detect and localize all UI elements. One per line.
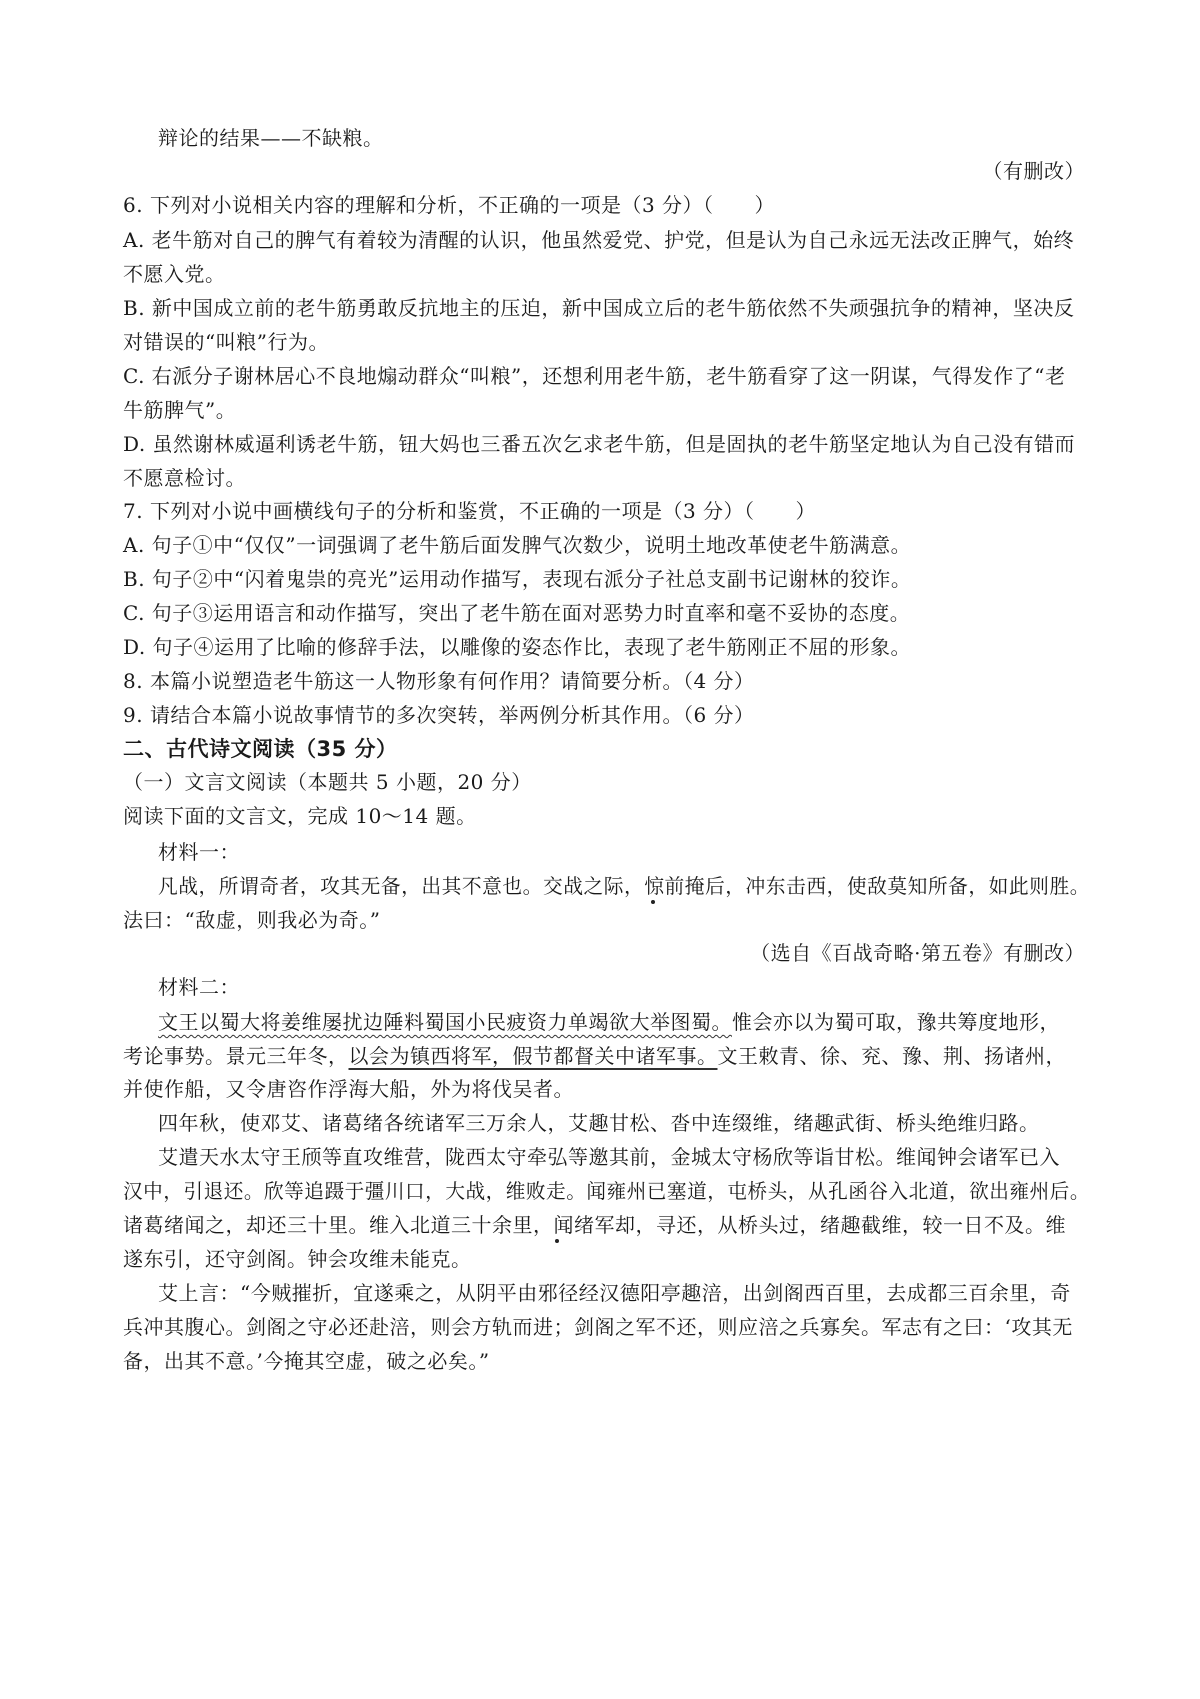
question-6-option-b-cont: 对错误的“叫粮”行为。 <box>123 330 329 354</box>
question-6-option-c-cont: 牛筋脾气”。 <box>123 398 237 422</box>
material-2-line-7: 诸葛绪闻之，却还三十里。维入北道三十余里，闻绪军却，寻还，从桥头过，绪趣截维，较一日不及。维 <box>123 1213 1066 1237</box>
material-2-paragraph-1 <box>158 1008 1060 1036</box>
material-1-line-2: 法曰：“敌虚，则我必为奇。” <box>123 908 381 932</box>
section-2-instruction: 阅读下面的文言文，完成 10～14 题。 <box>123 804 477 828</box>
question-7-option-a: A. 句子①中“仅仅”一词强调了老牛筋后面发脾气次数少，说明土地改革使老牛筋满意。 <box>123 533 912 557</box>
material-2-text: 考论事势。景元三年冬， <box>123 1044 349 1068</box>
question-6-option-a-cont: 不愿入党。 <box>123 262 226 286</box>
question-6-option-d: D. 虽然谢林威逼利诱老牛筋，钮大妈也三番五次乞求老牛筋，但是固执的老牛筋坚定地认为自己没有错而 <box>123 432 1076 456</box>
question-7-stem: 7. 下列对小说中画横线句子的分析和鉴赏，不正确的一项是（3 分）（ ） <box>123 499 817 523</box>
material-1-line-1: 凡战，所谓奇者，攻其无备，出其不意也。交战之际，惊前掩后，冲东击西，使敌莫知所备，如此则胜。 <box>158 874 1090 898</box>
material-2-paragraph-3: 艾遣天水太守王颀等直攻维营，陇西太守牵弘等邀其前，金城太守杨欣等诣甘松。维闻钟会诸军已入 <box>158 1145 1060 1169</box>
question-6-option-c: C. 右派分子谢林居心不良地煽动群众“叫粮”，还想利用老牛筋，老牛筋看穿了这一阴谋，气得发作了“老 <box>123 364 1066 388</box>
section-2-heading: 二、古代诗文阅读（35 分） <box>123 737 398 761</box>
emphasis-dot <box>651 900 655 904</box>
question-7-option-c: C. 句子③运用语言和动作描写，突出了老牛筋在面对恶势力时直率和毫不妥协的态度。 <box>123 601 911 625</box>
material-2-line-11: 备，出其不意。’今掩其空虚，破之必矣。” <box>123 1349 490 1373</box>
material-1-label: 材料一： <box>158 840 240 864</box>
material-2-text: 惟会亦以为蜀可取，豫共筹度地形， <box>732 1010 1060 1034</box>
material-2-label: 材料二： <box>158 975 240 999</box>
question-8: 8. 本篇小说塑造老牛筋这一人物形象有何作用？请简要分析。（4 分） <box>123 669 755 693</box>
material-2-line-10: 兵冲其腹心。剑阁之守必还赴涪，则会方轨而进；剑阁之军不还，则应涪之兵寡矣。军志有之曰：‘攻其无 <box>123 1315 1073 1339</box>
material-2-line-8: 遂东引，还守剑阁。钟会攻维未能克。 <box>123 1247 472 1271</box>
underlined-sentence: 以会为镇西将军，假节都督关中诸军事。 <box>348 1044 718 1068</box>
material-1-source: （选自《百战奇略·第五卷》有删改） <box>750 941 1085 965</box>
material-2-line-2 <box>123 1042 1066 1070</box>
question-6-option-d-cont: 不愿意检讨。 <box>123 466 246 490</box>
question-7-option-d: D. 句子④运用了比喻的修辞手法，以雕像的姿态作比，表现了老牛筋刚正不屈的形象。 <box>123 635 912 659</box>
question-6-option-a: A. 老牛筋对自己的脾气有着较为清醒的认识，他虽然爱党、护党，但是认为自己永远无法改正脾气，始终 <box>123 228 1075 252</box>
question-7-option-b: B. 句子②中“闪着鬼祟的亮光”运用动作描写，表现右派分子社总支副书记谢林的狡诈。 <box>123 567 912 591</box>
wavy-underlined-sentence: 文王以蜀大将姜维屡扰边陲料蜀国小民疲资力单竭欲大举图蜀。 <box>158 1010 732 1034</box>
story-source-note: （有删改） <box>982 159 1085 183</box>
question-6-stem: 6. 下列对小说相关内容的理解和分析，不正确的一项是（3 分）（ ） <box>123 193 776 217</box>
story-ending-line: 辩论的结果——不缺粮。 <box>158 126 384 150</box>
material-2-line-3: 并使作船，又令唐咨作浮海大船，外为将伐吴者。 <box>123 1077 574 1101</box>
section-2-subheading: （一）文言文阅读（本题共 5 小题，20 分） <box>123 770 532 794</box>
question-6-option-b: B. 新中国成立前的老牛筋勇敢反抗地主的压迫，新中国成立后的老牛筋依然不失顽强抗争的精神，坚决反 <box>123 296 1075 320</box>
material-2-line-6: 汉中，引退还。欣等追蹑于彊川口，大战，维败走。闻雍州已塞道，屯桥头，从孔函谷入北道，欲出雍州后。 <box>123 1179 1090 1203</box>
material-2-text: 文王敕青、徐、兖、豫、荆、扬诸州， <box>717 1044 1066 1068</box>
material-2-paragraph-2: 四年秋，使邓艾、诸葛绪各统诸军三万余人，艾趣甘松、沓中连缀维，绪趣武街、桥头绝维归路。 <box>158 1111 1040 1135</box>
material-2-paragraph-4: 艾上言：“今贼摧折，宜遂乘之，从阴平由邪径经汉德阳亭趣涪，出剑阁西百里，去成都三百余里，奇 <box>158 1281 1071 1305</box>
question-9: 9. 请结合本篇小说故事情节的多次突转，举两例分析其作用。（6 分） <box>123 703 755 727</box>
emphasis-dot <box>555 1239 559 1243</box>
